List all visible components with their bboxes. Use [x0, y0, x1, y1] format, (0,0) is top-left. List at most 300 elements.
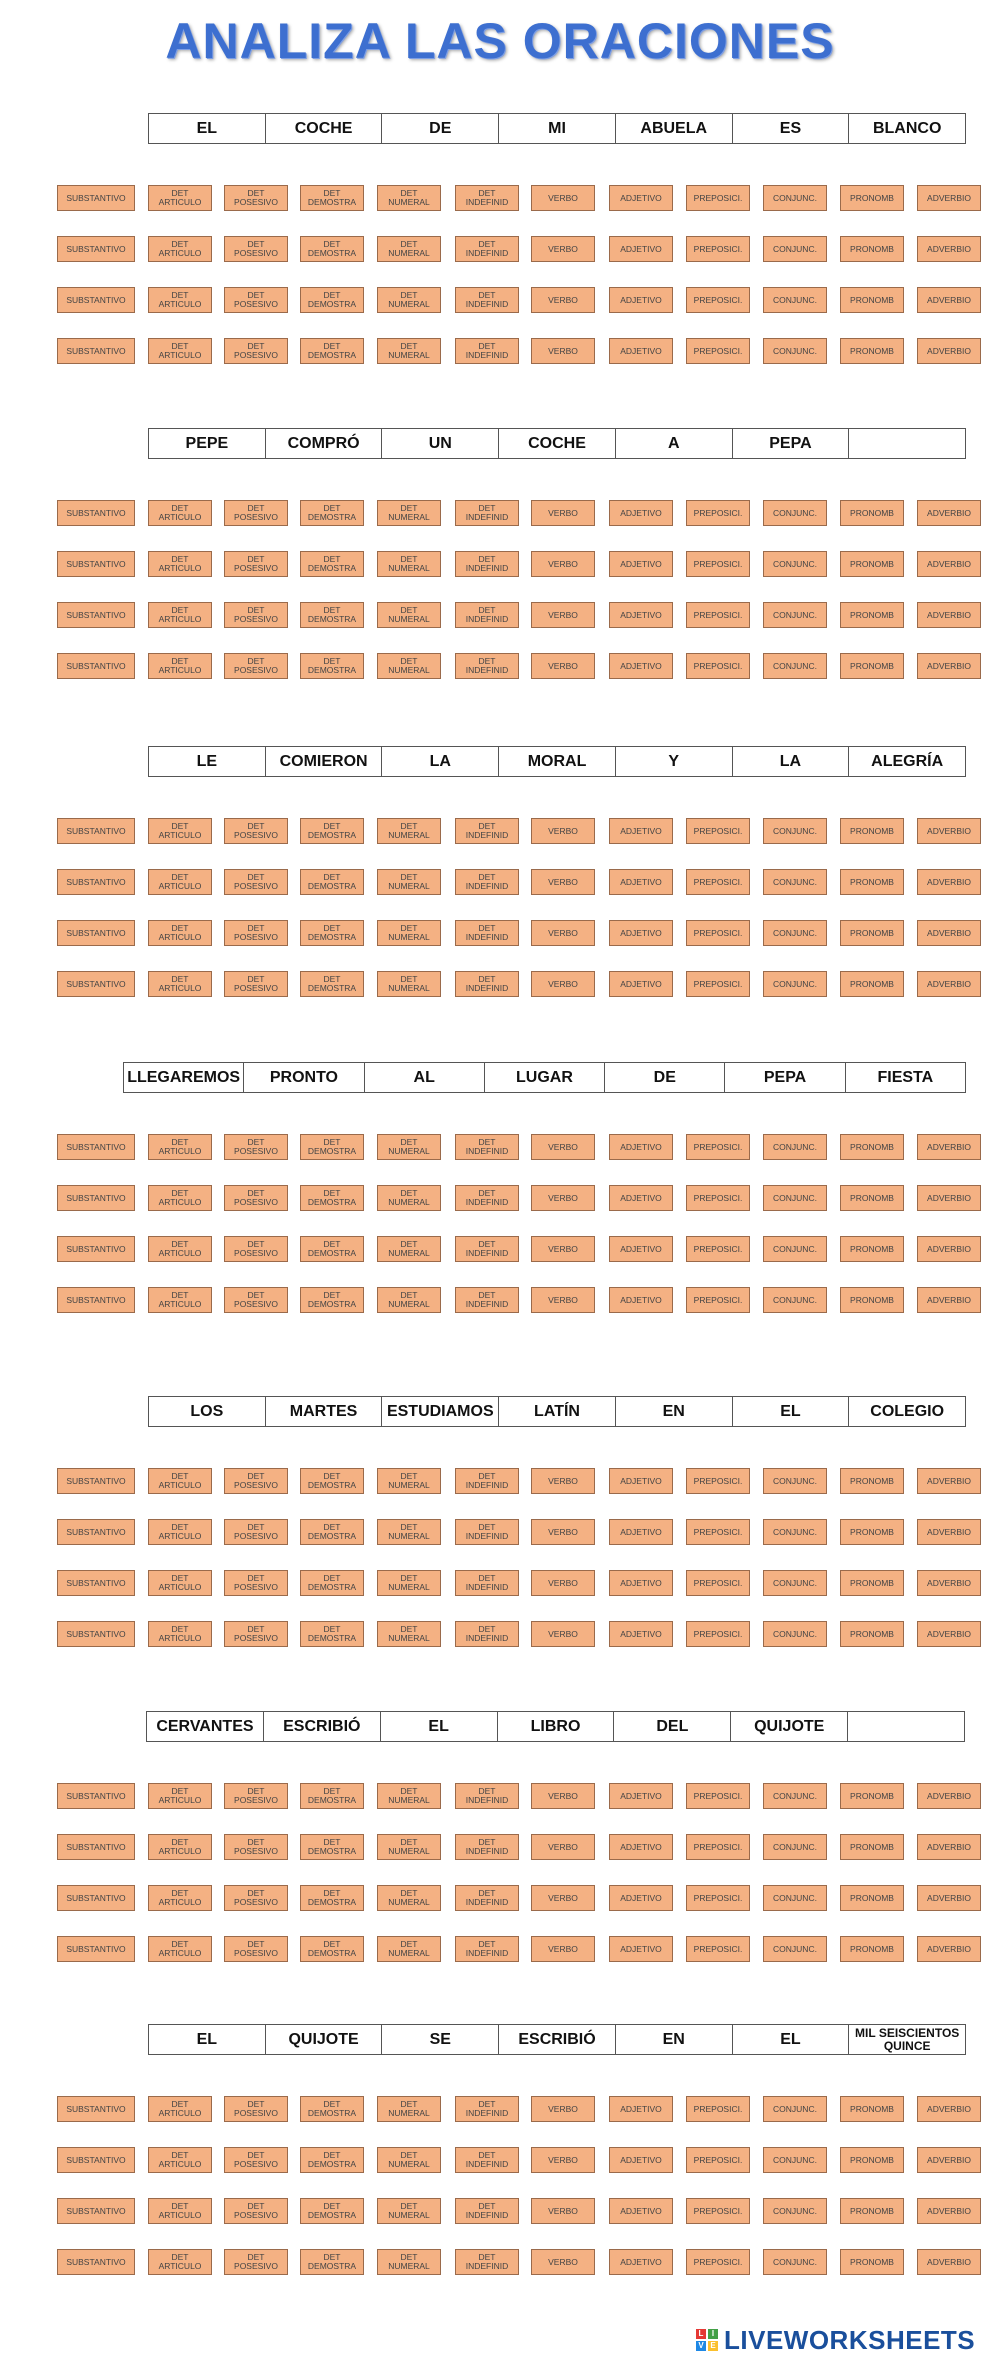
option-button[interactable]: DET POSESIVO — [224, 1885, 288, 1911]
option-button[interactable]: DET DEMOSTRA — [300, 818, 364, 844]
option-button[interactable]: DET NUMERAL — [377, 1936, 441, 1962]
option-button[interactable]: ADVERBIO — [917, 1236, 981, 1262]
option-button[interactable]: VERBO — [531, 1468, 595, 1494]
option-button[interactable]: ADJETIVO — [609, 1287, 673, 1313]
option-button[interactable]: DET ARTICULO — [148, 1287, 212, 1313]
option-button[interactable]: DET NUMERAL — [377, 338, 441, 364]
option-button[interactable]: ADJETIVO — [609, 551, 673, 577]
option-button[interactable]: CONJUNC. — [763, 971, 827, 997]
option-button[interactable]: DET POSESIVO — [224, 1185, 288, 1211]
option-button[interactable]: DET NUMERAL — [377, 2198, 441, 2224]
option-button[interactable]: DET DEMOSTRA — [300, 1236, 364, 1262]
option-button[interactable]: PREPOSICI. — [686, 869, 750, 895]
option-button[interactable]: ADJETIVO — [609, 236, 673, 262]
option-button[interactable]: ADJETIVO — [609, 2249, 673, 2275]
option-button[interactable]: PREPOSICI. — [686, 1134, 750, 1160]
option-button[interactable]: DET ARTICULO — [148, 338, 212, 364]
option-button[interactable]: DET DEMOSTRA — [300, 653, 364, 679]
option-button[interactable]: PREPOSICI. — [686, 1468, 750, 1494]
option-button[interactable]: DET POSESIVO — [224, 602, 288, 628]
option-button[interactable]: SUBSTANTIVO — [57, 1468, 135, 1494]
option-button[interactable]: DET POSESIVO — [224, 818, 288, 844]
option-button[interactable]: PREPOSICI. — [686, 1885, 750, 1911]
option-button[interactable]: SUBSTANTIVO — [57, 602, 135, 628]
option-button[interactable]: VERBO — [531, 236, 595, 262]
option-button[interactable]: SUBSTANTIVO — [57, 1621, 135, 1647]
option-button[interactable]: DET DEMOSTRA — [300, 2198, 364, 2224]
option-button[interactable]: PRONOMB — [840, 1570, 904, 1596]
option-button[interactable]: VERBO — [531, 1885, 595, 1911]
option-button[interactable]: CONJUNC. — [763, 1570, 827, 1596]
option-button[interactable]: DET NUMERAL — [377, 1185, 441, 1211]
option-button[interactable]: ADJETIVO — [609, 1783, 673, 1809]
option-button[interactable]: DET POSESIVO — [224, 287, 288, 313]
option-button[interactable]: PRONOMB — [840, 818, 904, 844]
option-button[interactable]: SUBSTANTIVO — [57, 1519, 135, 1545]
option-button[interactable]: DET NUMERAL — [377, 185, 441, 211]
option-button[interactable]: PREPOSICI. — [686, 500, 750, 526]
option-button[interactable]: DET POSESIVO — [224, 1936, 288, 1962]
option-button[interactable]: ADVERBIO — [917, 971, 981, 997]
option-button[interactable]: DET ARTICULO — [148, 653, 212, 679]
option-button[interactable]: CONJUNC. — [763, 1134, 827, 1160]
option-button[interactable]: ADJETIVO — [609, 818, 673, 844]
option-button[interactable]: DET NUMERAL — [377, 1519, 441, 1545]
option-button[interactable]: VERBO — [531, 1936, 595, 1962]
option-button[interactable]: DET DEMOSTRA — [300, 1185, 364, 1211]
option-button[interactable]: DET DEMOSTRA — [300, 338, 364, 364]
option-button[interactable]: ADJETIVO — [609, 1936, 673, 1962]
option-button[interactable]: DET ARTICULO — [148, 287, 212, 313]
option-button[interactable]: PREPOSICI. — [686, 185, 750, 211]
option-button[interactable]: DET POSESIVO — [224, 1570, 288, 1596]
option-button[interactable]: DET POSESIVO — [224, 1834, 288, 1860]
option-button[interactable]: ADVERBIO — [917, 1834, 981, 1860]
option-button[interactable]: SUBSTANTIVO — [57, 551, 135, 577]
option-button[interactable]: PREPOSICI. — [686, 1834, 750, 1860]
option-button[interactable]: PREPOSICI. — [686, 2198, 750, 2224]
option-button[interactable]: ADJETIVO — [609, 1570, 673, 1596]
option-button[interactable]: ADJETIVO — [609, 1134, 673, 1160]
option-button[interactable]: VERBO — [531, 338, 595, 364]
option-button[interactable]: PREPOSICI. — [686, 1236, 750, 1262]
option-button[interactable]: PRONOMB — [840, 236, 904, 262]
option-button[interactable]: DET ARTICULO — [148, 602, 212, 628]
option-button[interactable]: CONJUNC. — [763, 1936, 827, 1962]
option-button[interactable]: DET ARTICULO — [148, 1936, 212, 1962]
option-button[interactable]: CONJUNC. — [763, 1468, 827, 1494]
option-button[interactable]: ADJETIVO — [609, 185, 673, 211]
option-button[interactable]: DET INDEFINID — [455, 287, 519, 313]
option-button[interactable]: PRONOMB — [840, 1287, 904, 1313]
option-button[interactable]: ADVERBIO — [917, 1885, 981, 1911]
option-button[interactable]: DET ARTICULO — [148, 551, 212, 577]
option-button[interactable]: VERBO — [531, 1287, 595, 1313]
option-button[interactable]: ADJETIVO — [609, 287, 673, 313]
option-button[interactable]: DET DEMOSTRA — [300, 920, 364, 946]
option-button[interactable]: DET DEMOSTRA — [300, 602, 364, 628]
option-button[interactable]: SUBSTANTIVO — [57, 1185, 135, 1211]
option-button[interactable]: DET INDEFINID — [455, 602, 519, 628]
option-button[interactable]: ADJETIVO — [609, 338, 673, 364]
option-button[interactable]: DET INDEFINID — [455, 236, 519, 262]
option-button[interactable]: DET INDEFINID — [455, 869, 519, 895]
option-button[interactable]: CONJUNC. — [763, 2249, 827, 2275]
option-button[interactable]: CONJUNC. — [763, 338, 827, 364]
option-button[interactable]: PREPOSICI. — [686, 653, 750, 679]
option-button[interactable]: DET NUMERAL — [377, 971, 441, 997]
option-button[interactable]: DET DEMOSTRA — [300, 236, 364, 262]
option-button[interactable]: DET NUMERAL — [377, 2096, 441, 2122]
option-button[interactable]: DET INDEFINID — [455, 1134, 519, 1160]
option-button[interactable]: DET POSESIVO — [224, 551, 288, 577]
option-button[interactable]: DET POSESIVO — [224, 1621, 288, 1647]
option-button[interactable]: VERBO — [531, 602, 595, 628]
option-button[interactable]: DET ARTICULO — [148, 1885, 212, 1911]
option-button[interactable]: PRONOMB — [840, 1134, 904, 1160]
option-button[interactable]: PRONOMB — [840, 1236, 904, 1262]
option-button[interactable]: SUBSTANTIVO — [57, 2147, 135, 2173]
option-button[interactable]: CONJUNC. — [763, 920, 827, 946]
option-button[interactable]: CONJUNC. — [763, 287, 827, 313]
option-button[interactable]: DET ARTICULO — [148, 185, 212, 211]
option-button[interactable]: DET NUMERAL — [377, 236, 441, 262]
option-button[interactable]: CONJUNC. — [763, 1236, 827, 1262]
option-button[interactable]: DET NUMERAL — [377, 2147, 441, 2173]
option-button[interactable]: PRONOMB — [840, 500, 904, 526]
option-button[interactable]: ADJETIVO — [609, 1468, 673, 1494]
option-button[interactable]: PREPOSICI. — [686, 287, 750, 313]
option-button[interactable]: CONJUNC. — [763, 185, 827, 211]
option-button[interactable]: ADVERBIO — [917, 2249, 981, 2275]
option-button[interactable]: CONJUNC. — [763, 1621, 827, 1647]
option-button[interactable]: VERBO — [531, 920, 595, 946]
option-button[interactable]: SUBSTANTIVO — [57, 338, 135, 364]
option-button[interactable]: SUBSTANTIVO — [57, 869, 135, 895]
option-button[interactable]: ADVERBIO — [917, 287, 981, 313]
option-button[interactable]: ADJETIVO — [609, 971, 673, 997]
option-button[interactable]: DET ARTICULO — [148, 1134, 212, 1160]
option-button[interactable]: DET ARTICULO — [148, 2147, 212, 2173]
option-button[interactable]: ADVERBIO — [917, 869, 981, 895]
option-button[interactable]: DET NUMERAL — [377, 1783, 441, 1809]
option-button[interactable]: DET INDEFINID — [455, 1570, 519, 1596]
option-button[interactable]: CONJUNC. — [763, 1287, 827, 1313]
option-button[interactable]: DET INDEFINID — [455, 971, 519, 997]
option-button[interactable]: DET POSESIVO — [224, 2198, 288, 2224]
option-button[interactable]: PRONOMB — [840, 185, 904, 211]
option-button[interactable]: DET POSESIVO — [224, 185, 288, 211]
option-button[interactable]: DET POSESIVO — [224, 1783, 288, 1809]
option-button[interactable]: PRONOMB — [840, 1468, 904, 1494]
option-button[interactable]: ADJETIVO — [609, 2096, 673, 2122]
option-button[interactable]: ADVERBIO — [917, 1134, 981, 1160]
option-button[interactable]: PREPOSICI. — [686, 1185, 750, 1211]
option-button[interactable]: DET ARTICULO — [148, 818, 212, 844]
option-button[interactable]: DET INDEFINID — [455, 1783, 519, 1809]
option-button[interactable]: SUBSTANTIVO — [57, 1783, 135, 1809]
option-button[interactable]: DET DEMOSTRA — [300, 971, 364, 997]
option-button[interactable]: PRONOMB — [840, 1885, 904, 1911]
option-button[interactable]: VERBO — [531, 500, 595, 526]
option-button[interactable]: CONJUNC. — [763, 1783, 827, 1809]
option-button[interactable]: PRONOMB — [840, 1185, 904, 1211]
option-button[interactable]: ADVERBIO — [917, 1287, 981, 1313]
option-button[interactable]: DET POSESIVO — [224, 2147, 288, 2173]
option-button[interactable]: PRONOMB — [840, 2198, 904, 2224]
option-button[interactable]: DET ARTICULO — [148, 1783, 212, 1809]
option-button[interactable]: DET DEMOSTRA — [300, 1287, 364, 1313]
option-button[interactable]: DET DEMOSTRA — [300, 869, 364, 895]
option-button[interactable]: PREPOSICI. — [686, 1287, 750, 1313]
option-button[interactable]: DET NUMERAL — [377, 602, 441, 628]
option-button[interactable]: DET NUMERAL — [377, 869, 441, 895]
option-button[interactable]: DET DEMOSTRA — [300, 1519, 364, 1545]
option-button[interactable]: DET INDEFINID — [455, 500, 519, 526]
option-button[interactable]: DET DEMOSTRA — [300, 1621, 364, 1647]
option-button[interactable]: PREPOSICI. — [686, 338, 750, 364]
option-button[interactable]: DET POSESIVO — [224, 971, 288, 997]
option-button[interactable]: PRONOMB — [840, 869, 904, 895]
option-button[interactable]: VERBO — [531, 551, 595, 577]
option-button[interactable]: ADJETIVO — [609, 920, 673, 946]
option-button[interactable]: SUBSTANTIVO — [57, 185, 135, 211]
option-button[interactable]: ADVERBIO — [917, 920, 981, 946]
option-button[interactable]: PRONOMB — [840, 1783, 904, 1809]
option-button[interactable]: DET NUMERAL — [377, 1236, 441, 1262]
option-button[interactable]: DET INDEFINID — [455, 1834, 519, 1860]
option-button[interactable]: ADVERBIO — [917, 1621, 981, 1647]
option-button[interactable]: ADJETIVO — [609, 1834, 673, 1860]
option-button[interactable]: DET ARTICULO — [148, 1519, 212, 1545]
option-button[interactable]: DET NUMERAL — [377, 1287, 441, 1313]
option-button[interactable]: PRONOMB — [840, 338, 904, 364]
option-button[interactable]: PRONOMB — [840, 971, 904, 997]
option-button[interactable]: CONJUNC. — [763, 653, 827, 679]
option-button[interactable]: DET NUMERAL — [377, 1134, 441, 1160]
option-button[interactable]: VERBO — [531, 869, 595, 895]
option-button[interactable]: VERBO — [531, 653, 595, 679]
option-button[interactable]: DET DEMOSTRA — [300, 1570, 364, 1596]
option-button[interactable]: ADVERBIO — [917, 653, 981, 679]
option-button[interactable]: SUBSTANTIVO — [57, 500, 135, 526]
option-button[interactable]: PRONOMB — [840, 653, 904, 679]
option-button[interactable]: PREPOSICI. — [686, 1936, 750, 1962]
option-button[interactable]: ADVERBIO — [917, 551, 981, 577]
option-button[interactable]: DET DEMOSTRA — [300, 1936, 364, 1962]
option-button[interactable]: DET DEMOSTRA — [300, 1783, 364, 1809]
option-button[interactable]: DET DEMOSTRA — [300, 287, 364, 313]
option-button[interactable]: DET INDEFINID — [455, 818, 519, 844]
option-button[interactable]: DET POSESIVO — [224, 236, 288, 262]
option-button[interactable]: PRONOMB — [840, 1834, 904, 1860]
option-button[interactable]: PREPOSICI. — [686, 2249, 750, 2275]
option-button[interactable]: DET NUMERAL — [377, 500, 441, 526]
option-button[interactable]: DET POSESIVO — [224, 2249, 288, 2275]
option-button[interactable]: DET INDEFINID — [455, 920, 519, 946]
option-button[interactable]: DET DEMOSTRA — [300, 1885, 364, 1911]
option-button[interactable]: DET ARTICULO — [148, 500, 212, 526]
option-button[interactable]: ADVERBIO — [917, 338, 981, 364]
option-button[interactable]: ADJETIVO — [609, 2198, 673, 2224]
option-button[interactable]: VERBO — [531, 1783, 595, 1809]
option-button[interactable]: SUBSTANTIVO — [57, 236, 135, 262]
option-button[interactable]: PREPOSICI. — [686, 602, 750, 628]
option-button[interactable]: ADVERBIO — [917, 1185, 981, 1211]
option-button[interactable]: DET ARTICULO — [148, 236, 212, 262]
option-button[interactable]: VERBO — [531, 2096, 595, 2122]
option-button[interactable]: DET ARTICULO — [148, 2249, 212, 2275]
option-button[interactable]: VERBO — [531, 1519, 595, 1545]
option-button[interactable]: DET NUMERAL — [377, 1621, 441, 1647]
option-button[interactable]: PRONOMB — [840, 287, 904, 313]
option-button[interactable]: DET DEMOSTRA — [300, 500, 364, 526]
option-button[interactable]: DET INDEFINID — [455, 1936, 519, 1962]
option-button[interactable]: DET ARTICULO — [148, 1621, 212, 1647]
option-button[interactable]: DET POSESIVO — [224, 500, 288, 526]
option-button[interactable]: ADVERBIO — [917, 602, 981, 628]
option-button[interactable]: VERBO — [531, 1834, 595, 1860]
option-button[interactable]: CONJUNC. — [763, 551, 827, 577]
option-button[interactable]: DET NUMERAL — [377, 653, 441, 679]
option-button[interactable]: SUBSTANTIVO — [57, 653, 135, 679]
option-button[interactable]: DET POSESIVO — [224, 2096, 288, 2122]
option-button[interactable]: CONJUNC. — [763, 1519, 827, 1545]
option-button[interactable]: CONJUNC. — [763, 236, 827, 262]
option-button[interactable]: ADVERBIO — [917, 1783, 981, 1809]
option-button[interactable]: ADVERBIO — [917, 2198, 981, 2224]
option-button[interactable]: ADJETIVO — [609, 1185, 673, 1211]
option-button[interactable]: DET POSESIVO — [224, 1287, 288, 1313]
option-button[interactable]: PRONOMB — [840, 1936, 904, 1962]
option-button[interactable]: DET ARTICULO — [148, 2198, 212, 2224]
option-button[interactable]: ADJETIVO — [609, 653, 673, 679]
option-button[interactable]: CONJUNC. — [763, 1834, 827, 1860]
option-button[interactable]: ADJETIVO — [609, 602, 673, 628]
option-button[interactable]: PRONOMB — [840, 2147, 904, 2173]
option-button[interactable]: VERBO — [531, 287, 595, 313]
option-button[interactable]: SUBSTANTIVO — [57, 2096, 135, 2122]
option-button[interactable]: DET POSESIVO — [224, 653, 288, 679]
option-button[interactable]: DET INDEFINID — [455, 185, 519, 211]
option-button[interactable]: SUBSTANTIVO — [57, 818, 135, 844]
option-button[interactable]: DET NUMERAL — [377, 920, 441, 946]
option-button[interactable]: DET POSESIVO — [224, 1468, 288, 1494]
option-button[interactable]: PREPOSICI. — [686, 971, 750, 997]
option-button[interactable]: DET DEMOSTRA — [300, 1468, 364, 1494]
option-button[interactable]: PRONOMB — [840, 602, 904, 628]
option-button[interactable]: DET ARTICULO — [148, 869, 212, 895]
option-button[interactable]: ADVERBIO — [917, 1936, 981, 1962]
option-button[interactable]: SUBSTANTIVO — [57, 1885, 135, 1911]
option-button[interactable]: DET NUMERAL — [377, 1570, 441, 1596]
option-button[interactable]: CONJUNC. — [763, 1885, 827, 1911]
option-button[interactable]: SUBSTANTIVO — [57, 1236, 135, 1262]
option-button[interactable]: DET POSESIVO — [224, 920, 288, 946]
option-button[interactable]: DET DEMOSTRA — [300, 2147, 364, 2173]
option-button[interactable]: CONJUNC. — [763, 2198, 827, 2224]
option-button[interactable]: CONJUNC. — [763, 2147, 827, 2173]
option-button[interactable]: DET ARTICULO — [148, 1834, 212, 1860]
option-button[interactable]: DET INDEFINID — [455, 2096, 519, 2122]
option-button[interactable]: DET INDEFINID — [455, 2249, 519, 2275]
option-button[interactable]: VERBO — [531, 2147, 595, 2173]
option-button[interactable]: SUBSTANTIVO — [57, 1936, 135, 1962]
option-button[interactable]: DET ARTICULO — [148, 920, 212, 946]
option-button[interactable]: PRONOMB — [840, 920, 904, 946]
option-button[interactable]: PRONOMB — [840, 2096, 904, 2122]
option-button[interactable]: ADVERBIO — [917, 1468, 981, 1494]
option-button[interactable]: DET POSESIVO — [224, 338, 288, 364]
option-button[interactable]: VERBO — [531, 818, 595, 844]
option-button[interactable]: VERBO — [531, 1621, 595, 1647]
option-button[interactable]: SUBSTANTIVO — [57, 1134, 135, 1160]
option-button[interactable]: ADJETIVO — [609, 1885, 673, 1911]
option-button[interactable]: DET INDEFINID — [455, 338, 519, 364]
option-button[interactable]: DET ARTICULO — [148, 2096, 212, 2122]
option-button[interactable]: ADJETIVO — [609, 1236, 673, 1262]
option-button[interactable]: DET INDEFINID — [455, 2198, 519, 2224]
option-button[interactable]: DET INDEFINID — [455, 551, 519, 577]
option-button[interactable]: DET ARTICULO — [148, 971, 212, 997]
option-button[interactable]: PREPOSICI. — [686, 2147, 750, 2173]
option-button[interactable]: CONJUNC. — [763, 869, 827, 895]
option-button[interactable]: DET NUMERAL — [377, 551, 441, 577]
option-button[interactable]: SUBSTANTIVO — [57, 1570, 135, 1596]
option-button[interactable]: DET DEMOSTRA — [300, 551, 364, 577]
option-button[interactable]: PREPOSICI. — [686, 236, 750, 262]
option-button[interactable]: DET INDEFINID — [455, 1885, 519, 1911]
option-button[interactable]: VERBO — [531, 1236, 595, 1262]
option-button[interactable]: VERBO — [531, 971, 595, 997]
option-button[interactable]: DET NUMERAL — [377, 1468, 441, 1494]
option-button[interactable]: VERBO — [531, 185, 595, 211]
option-button[interactable]: VERBO — [531, 1185, 595, 1211]
option-button[interactable]: ADVERBIO — [917, 236, 981, 262]
option-button[interactable]: DET DEMOSTRA — [300, 2096, 364, 2122]
option-button[interactable]: DET NUMERAL — [377, 287, 441, 313]
option-button[interactable]: PREPOSICI. — [686, 1519, 750, 1545]
option-button[interactable]: CONJUNC. — [763, 2096, 827, 2122]
option-button[interactable]: SUBSTANTIVO — [57, 920, 135, 946]
option-button[interactable]: DET INDEFINID — [455, 1287, 519, 1313]
option-button[interactable]: DET DEMOSTRA — [300, 2249, 364, 2275]
option-button[interactable]: SUBSTANTIVO — [57, 287, 135, 313]
option-button[interactable]: CONJUNC. — [763, 1185, 827, 1211]
option-button[interactable]: PRONOMB — [840, 1519, 904, 1545]
option-button[interactable]: DET NUMERAL — [377, 1834, 441, 1860]
option-button[interactable]: DET INDEFINID — [455, 2147, 519, 2173]
option-button[interactable]: PREPOSICI. — [686, 1570, 750, 1596]
option-button[interactable]: DET INDEFINID — [455, 1236, 519, 1262]
option-button[interactable]: SUBSTANTIVO — [57, 2198, 135, 2224]
option-button[interactable]: DET ARTICULO — [148, 1236, 212, 1262]
option-button[interactable]: ADVERBIO — [917, 185, 981, 211]
option-button[interactable]: PREPOSICI. — [686, 1621, 750, 1647]
option-button[interactable]: PRONOMB — [840, 1621, 904, 1647]
option-button[interactable]: DET NUMERAL — [377, 818, 441, 844]
option-button[interactable]: VERBO — [531, 2198, 595, 2224]
option-button[interactable]: SUBSTANTIVO — [57, 971, 135, 997]
option-button[interactable]: ADJETIVO — [609, 1519, 673, 1545]
option-button[interactable]: PREPOSICI. — [686, 1783, 750, 1809]
option-button[interactable]: PREPOSICI. — [686, 551, 750, 577]
option-button[interactable]: ADVERBIO — [917, 2096, 981, 2122]
option-button[interactable]: SUBSTANTIVO — [57, 1834, 135, 1860]
option-button[interactable]: DET ARTICULO — [148, 1570, 212, 1596]
option-button[interactable]: SUBSTANTIVO — [57, 2249, 135, 2275]
option-button[interactable]: VERBO — [531, 2249, 595, 2275]
